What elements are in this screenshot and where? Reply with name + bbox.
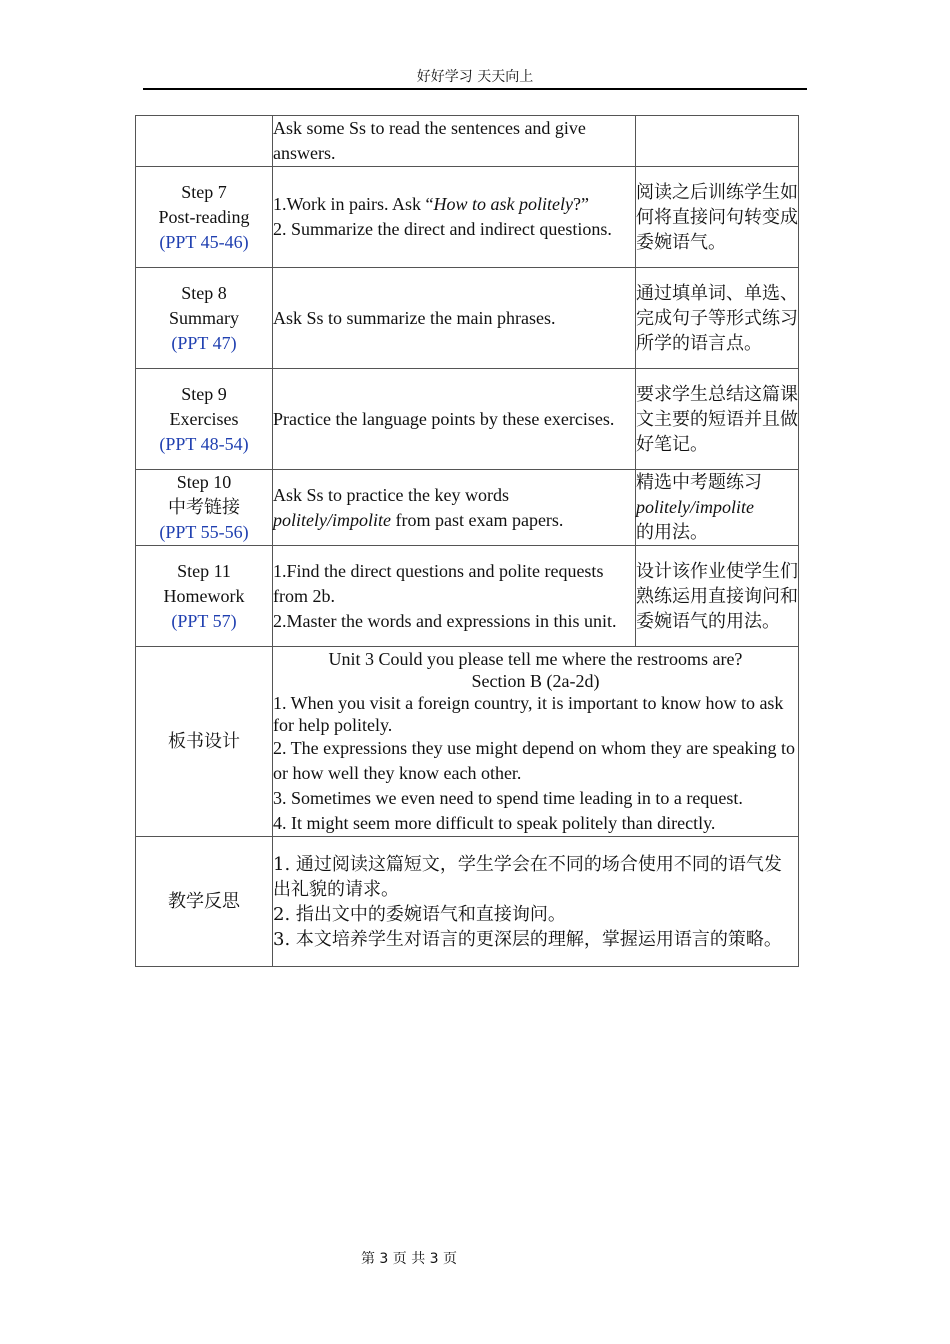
step-number: Step 7 — [181, 181, 227, 202]
step-cell — [136, 369, 273, 470]
reflection-point: 2. 指出文中的委婉语气和直接询问。 — [273, 903, 566, 925]
table-row — [136, 470, 799, 546]
ppt-reference: (PPT 48-54) — [159, 433, 249, 454]
note-cell: 要求学生总结这篇课文主要的短语并且做好笔记。 — [636, 369, 799, 470]
step-number: Step 9 — [181, 383, 227, 404]
page-footer: 第 3 页 共 3 页 — [360, 1251, 458, 1267]
activity-emphasis: politely/impolite — [273, 509, 391, 530]
ppt-reference: (PPT 57) — [171, 610, 237, 631]
activity-cell: Ask some Ss to read the sentences and give answers. — [273, 116, 636, 167]
note-cell — [636, 470, 799, 546]
activity-text: ?” — [573, 194, 590, 214]
activity-cell — [273, 470, 636, 546]
note-cell: 通过填单词、单选、完成句子等形式练习所学的语言点。 — [636, 268, 799, 369]
activity-cell — [273, 546, 636, 647]
step-number: Step 8 — [181, 282, 227, 303]
activity-line: 1.Find the direct questions and polite requests from 2b. — [273, 560, 604, 606]
table-row — [136, 268, 799, 369]
table-row — [136, 116, 799, 167]
step-title: Summary — [169, 307, 239, 328]
step-title: Exercises — [169, 408, 239, 429]
activity-cell — [273, 167, 636, 268]
lesson-plan-table — [135, 115, 799, 967]
board-design-row — [136, 647, 799, 837]
board-design-label: 板书设计 — [136, 647, 273, 837]
step-number: Step 11 — [177, 560, 231, 581]
step-title: Post-reading — [158, 206, 250, 227]
board-point: 2. The expressions they use might depend on whom they are speaking to or how well they know each other. — [273, 737, 796, 783]
board-point: 4. It might seem more difficult to speak politely than directly. — [273, 812, 716, 833]
activity-line — [273, 192, 635, 217]
step-cell — [136, 546, 273, 647]
reflection-point: 1. 通过阅读这篇短文，学生学会在不同的场合使用不同的语气发出礼貌的请求。 — [273, 853, 782, 900]
step-cell — [136, 268, 273, 369]
board-point: 1. When you visit a foreign country, it is important to know how to ask for help politely. — [273, 692, 784, 735]
activity-line: Ask Ss to practice the key words — [273, 484, 509, 505]
reflection-point: 3. 本文培养学生对语言的更深层的理解，掌握运用语言的策略。 — [273, 928, 782, 950]
board-point: 3. Sometimes we even need to spend time leading in to a request. — [273, 787, 743, 808]
table-row — [136, 546, 799, 647]
activity-line: 2.Master the words and expressions in this unit. — [273, 610, 617, 631]
step-cell — [136, 116, 273, 167]
reflection-label: 教学反思 — [136, 837, 273, 967]
step-cell — [136, 470, 273, 546]
activity-line: 2. Summarize the direct and indirect questions. — [273, 219, 612, 239]
step-title: Homework — [163, 585, 245, 606]
note-line: 的用法。 — [636, 522, 708, 543]
step-cell — [136, 167, 273, 268]
ppt-reference: (PPT 55-56) — [159, 522, 249, 542]
note-cell — [636, 116, 799, 167]
step-title: 中考链接 — [168, 497, 240, 518]
reflection-row — [136, 837, 799, 967]
board-title: Unit 3 Could you please tell me where the restrooms are? — [328, 648, 743, 669]
table-row — [136, 167, 799, 268]
board-section: Section B (2a-2d) — [471, 670, 600, 691]
activity-cell: Ask Ss to summarize the main phrases. — [273, 268, 636, 369]
note-emphasis: politely/impolite — [636, 497, 754, 517]
activity-line — [273, 508, 635, 533]
note-cell: 阅读之后训练学生如何将直接问句转变成委婉语气。 — [636, 167, 799, 268]
ppt-reference: (PPT 45-46) — [159, 231, 249, 252]
note-line: 精选中考题练习 — [636, 472, 762, 493]
activity-cell: Practice the language points by these exercises. — [273, 369, 636, 470]
ppt-reference: (PPT 47) — [171, 332, 237, 353]
activity-text: 1.Work in pairs. Ask “ — [273, 194, 434, 214]
table-row — [136, 369, 799, 470]
step-number: Step 10 — [176, 472, 232, 492]
reflection-content — [273, 837, 799, 967]
note-cell: 设计该作业使学生们熟练运用直接询问和委婉语气的用法。 — [636, 546, 799, 647]
activity-text: from past exam papers. — [390, 509, 564, 530]
page-header: 好好学习 天天向上 — [143, 66, 807, 90]
board-design-content — [273, 647, 799, 837]
activity-emphasis: How to ask politely — [433, 194, 574, 214]
